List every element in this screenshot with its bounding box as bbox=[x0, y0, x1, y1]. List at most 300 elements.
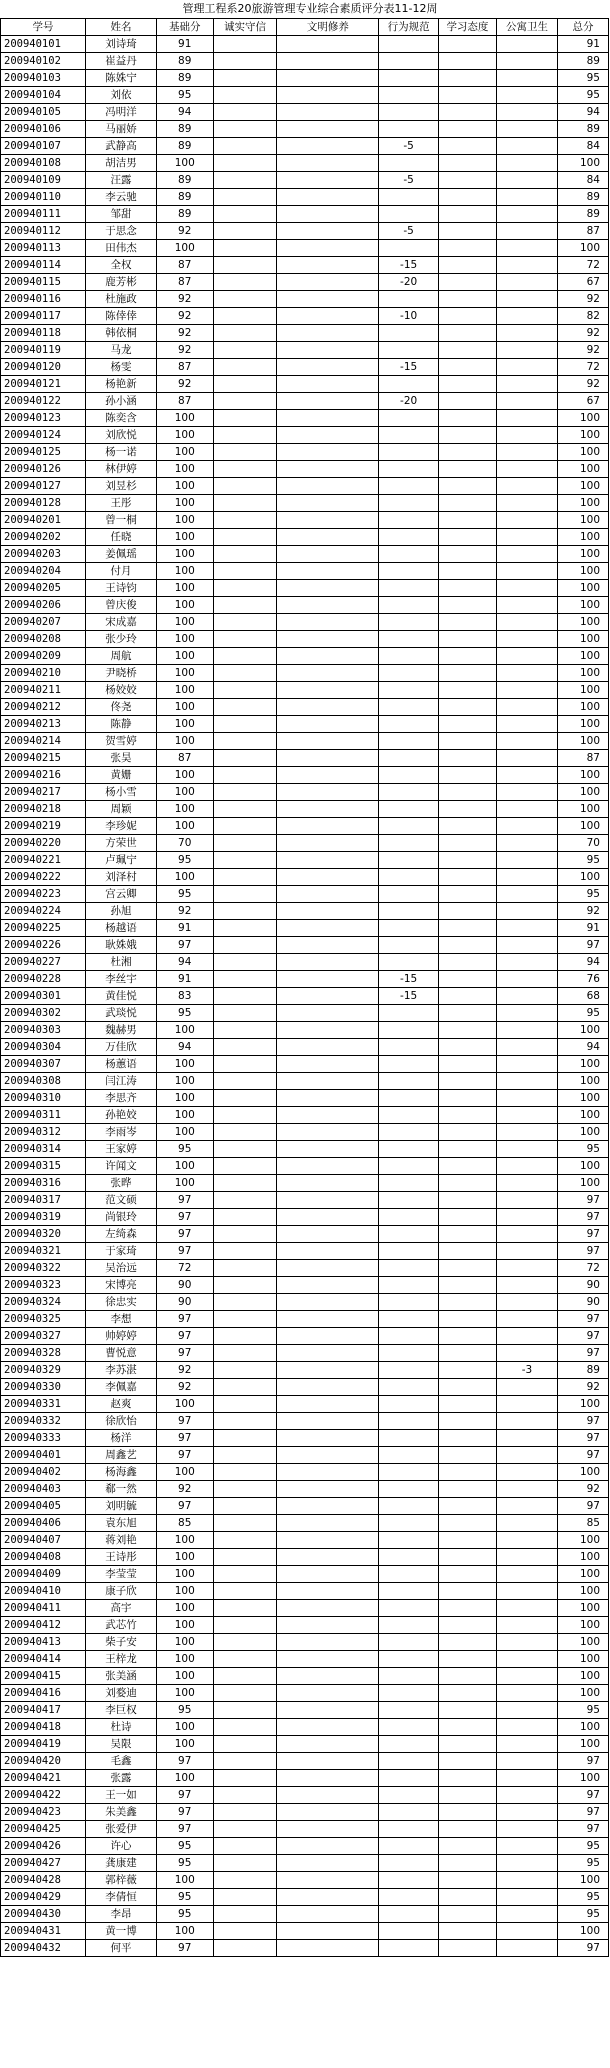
cell-name: 卢珮宁 bbox=[86, 852, 157, 869]
table-row bbox=[1, 1379, 609, 1396]
cell-honesty bbox=[213, 1481, 277, 1498]
cell-dorm-hygiene bbox=[496, 1328, 557, 1345]
cell-dorm-hygiene bbox=[496, 444, 557, 461]
cell-study-attitude bbox=[438, 1906, 496, 1923]
cell-study-attitude bbox=[438, 444, 496, 461]
cell-base-score: 92 bbox=[156, 903, 213, 920]
cell-honesty bbox=[213, 1838, 277, 1855]
table-row bbox=[1, 1719, 609, 1736]
cell-name: 贺雪婷 bbox=[86, 733, 157, 750]
cell-student-id: 200940407 bbox=[1, 1532, 86, 1549]
cell-conduct bbox=[379, 1243, 439, 1260]
cell-name: 何平 bbox=[86, 1940, 157, 1957]
table-row bbox=[1, 1566, 609, 1583]
cell-study-attitude bbox=[438, 104, 496, 121]
cell-dorm-hygiene bbox=[496, 937, 557, 954]
cell-dorm-hygiene bbox=[496, 682, 557, 699]
table-row bbox=[1, 920, 609, 937]
cell-base-score: 100 bbox=[156, 869, 213, 886]
cell-name: 孙旭 bbox=[86, 903, 157, 920]
cell-civility bbox=[277, 767, 379, 784]
cell-study-attitude bbox=[438, 1379, 496, 1396]
cell-dorm-hygiene bbox=[496, 1481, 557, 1498]
cell-honesty bbox=[213, 1413, 277, 1430]
cell-conduct bbox=[379, 1600, 439, 1617]
cell-civility bbox=[277, 87, 379, 104]
cell-student-id: 200940124 bbox=[1, 427, 86, 444]
cell-study-attitude bbox=[438, 1600, 496, 1617]
cell-honesty bbox=[213, 1668, 277, 1685]
cell-student-id: 200940432 bbox=[1, 1940, 86, 1957]
cell-name: 郭梓薇 bbox=[86, 1872, 157, 1889]
cell-base-score: 92 bbox=[156, 376, 213, 393]
cell-dorm-hygiene bbox=[496, 733, 557, 750]
cell-dorm-hygiene bbox=[496, 546, 557, 563]
table-row bbox=[1, 1090, 609, 1107]
cell-civility bbox=[277, 546, 379, 563]
cell-conduct bbox=[379, 1566, 439, 1583]
cell-total: 97 bbox=[557, 1940, 608, 1957]
cell-total: 92 bbox=[557, 291, 608, 308]
cell-name: 黄一博 bbox=[86, 1923, 157, 1940]
cell-total: 100 bbox=[557, 529, 608, 546]
cell-name: 孙艳姣 bbox=[86, 1107, 157, 1124]
cell-civility bbox=[277, 206, 379, 223]
cell-student-id: 200940419 bbox=[1, 1736, 86, 1753]
cell-base-score: 97 bbox=[156, 1753, 213, 1770]
cell-honesty bbox=[213, 70, 277, 87]
cell-conduct bbox=[379, 563, 439, 580]
table-row bbox=[1, 1906, 609, 1923]
cell-total: 92 bbox=[557, 1379, 608, 1396]
cell-base-score: 100 bbox=[156, 495, 213, 512]
cell-dorm-hygiene bbox=[496, 189, 557, 206]
cell-name: 郗一然 bbox=[86, 1481, 157, 1498]
cell-base-score: 100 bbox=[156, 1396, 213, 1413]
header-student-id: 学号 bbox=[1, 19, 86, 36]
cell-student-id: 200940112 bbox=[1, 223, 86, 240]
cell-dorm-hygiene bbox=[496, 818, 557, 835]
cell-honesty bbox=[213, 1447, 277, 1464]
cell-student-id: 200940316 bbox=[1, 1175, 86, 1192]
cell-name: 宋成嘉 bbox=[86, 614, 157, 631]
cell-student-id: 200940201 bbox=[1, 512, 86, 529]
cell-dorm-hygiene bbox=[496, 172, 557, 189]
cell-honesty bbox=[213, 1294, 277, 1311]
table-row bbox=[1, 155, 609, 172]
cell-name: 刘婺迪 bbox=[86, 1685, 157, 1702]
cell-conduct bbox=[379, 87, 439, 104]
cell-base-score: 100 bbox=[156, 1532, 213, 1549]
cell-base-score: 100 bbox=[156, 1090, 213, 1107]
cell-student-id: 200940329 bbox=[1, 1362, 86, 1379]
cell-study-attitude bbox=[438, 1175, 496, 1192]
table-row bbox=[1, 1311, 609, 1328]
table-row bbox=[1, 1073, 609, 1090]
cell-study-attitude bbox=[438, 835, 496, 852]
cell-conduct bbox=[379, 1005, 439, 1022]
cell-honesty bbox=[213, 954, 277, 971]
cell-base-score: 97 bbox=[156, 1311, 213, 1328]
cell-base-score: 89 bbox=[156, 53, 213, 70]
cell-base-score: 100 bbox=[156, 1872, 213, 1889]
cell-name: 王梓龙 bbox=[86, 1651, 157, 1668]
cell-civility bbox=[277, 1005, 379, 1022]
cell-total: 100 bbox=[557, 1651, 608, 1668]
cell-total: 91 bbox=[557, 36, 608, 53]
cell-civility bbox=[277, 801, 379, 818]
table-row bbox=[1, 733, 609, 750]
cell-dorm-hygiene bbox=[496, 53, 557, 70]
cell-honesty bbox=[213, 563, 277, 580]
table-row bbox=[1, 767, 609, 784]
table-row bbox=[1, 1158, 609, 1175]
cell-student-id: 200940117 bbox=[1, 308, 86, 325]
cell-dorm-hygiene bbox=[496, 580, 557, 597]
cell-study-attitude bbox=[438, 886, 496, 903]
table-row bbox=[1, 1515, 609, 1532]
cell-base-score: 100 bbox=[156, 801, 213, 818]
cell-study-attitude bbox=[438, 903, 496, 920]
cell-student-id: 200940414 bbox=[1, 1651, 86, 1668]
cell-conduct bbox=[379, 376, 439, 393]
cell-honesty bbox=[213, 53, 277, 70]
cell-conduct bbox=[379, 1855, 439, 1872]
cell-dorm-hygiene bbox=[496, 1617, 557, 1634]
cell-name: 胡洁男 bbox=[86, 155, 157, 172]
cell-total: 92 bbox=[557, 325, 608, 342]
cell-civility bbox=[277, 257, 379, 274]
cell-conduct bbox=[379, 1022, 439, 1039]
cell-name: 万佳欣 bbox=[86, 1039, 157, 1056]
cell-honesty bbox=[213, 835, 277, 852]
cell-conduct bbox=[379, 427, 439, 444]
cell-total: 97 bbox=[557, 1787, 608, 1804]
cell-name: 武琰悦 bbox=[86, 1005, 157, 1022]
cell-honesty bbox=[213, 1005, 277, 1022]
cell-student-id: 200940119 bbox=[1, 342, 86, 359]
cell-base-score: 97 bbox=[156, 1243, 213, 1260]
cell-honesty bbox=[213, 937, 277, 954]
table-row bbox=[1, 1634, 609, 1651]
cell-dorm-hygiene bbox=[496, 87, 557, 104]
cell-study-attitude bbox=[438, 240, 496, 257]
cell-conduct: -5 bbox=[379, 138, 439, 155]
cell-student-id: 200940101 bbox=[1, 36, 86, 53]
table-row bbox=[1, 835, 609, 852]
cell-student-id: 200940212 bbox=[1, 699, 86, 716]
cell-conduct bbox=[379, 189, 439, 206]
cell-conduct bbox=[379, 461, 439, 478]
cell-honesty bbox=[213, 1056, 277, 1073]
table-row bbox=[1, 818, 609, 835]
cell-honesty bbox=[213, 1396, 277, 1413]
cell-honesty bbox=[213, 716, 277, 733]
table-row bbox=[1, 1940, 609, 1957]
cell-honesty bbox=[213, 1464, 277, 1481]
cell-civility bbox=[277, 121, 379, 138]
cell-dorm-hygiene bbox=[496, 308, 557, 325]
cell-name: 李倩恒 bbox=[86, 1889, 157, 1906]
table-row bbox=[1, 580, 609, 597]
cell-base-score: 100 bbox=[156, 580, 213, 597]
cell-conduct bbox=[379, 1294, 439, 1311]
cell-conduct bbox=[379, 1498, 439, 1515]
cell-name: 左绮森 bbox=[86, 1226, 157, 1243]
cell-civility bbox=[277, 614, 379, 631]
cell-civility bbox=[277, 1209, 379, 1226]
table-row bbox=[1, 1532, 609, 1549]
cell-total: 97 bbox=[557, 937, 608, 954]
cell-total: 68 bbox=[557, 988, 608, 1005]
cell-dorm-hygiene bbox=[496, 1821, 557, 1838]
cell-base-score: 95 bbox=[156, 1838, 213, 1855]
cell-civility bbox=[277, 1226, 379, 1243]
header-conduct: 行为规范 bbox=[379, 19, 439, 36]
cell-study-attitude bbox=[438, 1617, 496, 1634]
cell-base-score: 89 bbox=[156, 121, 213, 138]
cell-honesty bbox=[213, 1906, 277, 1923]
cell-base-score: 95 bbox=[156, 87, 213, 104]
cell-student-id: 200940327 bbox=[1, 1328, 86, 1345]
cell-dorm-hygiene bbox=[496, 1498, 557, 1515]
cell-dorm-hygiene bbox=[496, 121, 557, 138]
table-row bbox=[1, 1702, 609, 1719]
cell-conduct bbox=[379, 1923, 439, 1940]
cell-study-attitude bbox=[438, 1005, 496, 1022]
cell-total: 94 bbox=[557, 954, 608, 971]
cell-honesty bbox=[213, 903, 277, 920]
cell-name: 宋博亮 bbox=[86, 1277, 157, 1294]
cell-conduct bbox=[379, 1328, 439, 1345]
cell-base-score: 100 bbox=[156, 1073, 213, 1090]
cell-base-score: 92 bbox=[156, 291, 213, 308]
table-row bbox=[1, 393, 609, 410]
table-row bbox=[1, 699, 609, 716]
table-row bbox=[1, 1209, 609, 1226]
cell-total: 100 bbox=[557, 495, 608, 512]
cell-dorm-hygiene bbox=[496, 1192, 557, 1209]
cell-student-id: 200940209 bbox=[1, 648, 86, 665]
cell-student-id: 200940202 bbox=[1, 529, 86, 546]
table-row bbox=[1, 1039, 609, 1056]
cell-civility bbox=[277, 1515, 379, 1532]
cell-name: 孙小涵 bbox=[86, 393, 157, 410]
cell-name: 崔益丹 bbox=[86, 53, 157, 70]
cell-base-score: 72 bbox=[156, 1260, 213, 1277]
cell-base-score: 100 bbox=[156, 1022, 213, 1039]
cell-name: 李丝宇 bbox=[86, 971, 157, 988]
cell-study-attitude bbox=[438, 1498, 496, 1515]
table-row bbox=[1, 138, 609, 155]
cell-civility bbox=[277, 1821, 379, 1838]
cell-name: 杜施政 bbox=[86, 291, 157, 308]
cell-study-attitude bbox=[438, 274, 496, 291]
table-row bbox=[1, 1005, 609, 1022]
cell-honesty bbox=[213, 546, 277, 563]
cell-study-attitude bbox=[438, 1209, 496, 1226]
cell-dorm-hygiene bbox=[496, 223, 557, 240]
cell-student-id: 200940421 bbox=[1, 1770, 86, 1787]
cell-civility bbox=[277, 1940, 379, 1957]
cell-dorm-hygiene bbox=[496, 359, 557, 376]
cell-name: 赵爽 bbox=[86, 1396, 157, 1413]
cell-dorm-hygiene bbox=[496, 495, 557, 512]
cell-civility bbox=[277, 240, 379, 257]
cell-honesty bbox=[213, 818, 277, 835]
cell-name: 杨洋 bbox=[86, 1430, 157, 1447]
cell-name: 李思齐 bbox=[86, 1090, 157, 1107]
cell-base-score: 91 bbox=[156, 36, 213, 53]
cell-dorm-hygiene bbox=[496, 1005, 557, 1022]
cell-total: 100 bbox=[557, 512, 608, 529]
table-row bbox=[1, 291, 609, 308]
cell-dorm-hygiene bbox=[496, 1073, 557, 1090]
cell-student-id: 200940307 bbox=[1, 1056, 86, 1073]
cell-civility bbox=[277, 1549, 379, 1566]
cell-base-score: 100 bbox=[156, 1651, 213, 1668]
cell-conduct bbox=[379, 1532, 439, 1549]
cell-honesty bbox=[213, 852, 277, 869]
cell-base-score: 97 bbox=[156, 1447, 213, 1464]
cell-dorm-hygiene bbox=[496, 1294, 557, 1311]
cell-honesty bbox=[213, 1566, 277, 1583]
cell-base-score: 100 bbox=[156, 155, 213, 172]
cell-name: 曹悦意 bbox=[86, 1345, 157, 1362]
cell-honesty bbox=[213, 325, 277, 342]
cell-base-score: 100 bbox=[156, 1617, 213, 1634]
cell-name: 李雨岑 bbox=[86, 1124, 157, 1141]
cell-civility bbox=[277, 903, 379, 920]
header-base-score: 基础分 bbox=[156, 19, 213, 36]
cell-total: 95 bbox=[557, 1141, 608, 1158]
cell-civility bbox=[277, 53, 379, 70]
cell-honesty bbox=[213, 1311, 277, 1328]
cell-conduct bbox=[379, 1277, 439, 1294]
cell-base-score: 100 bbox=[156, 818, 213, 835]
cell-total: 100 bbox=[557, 614, 608, 631]
cell-civility bbox=[277, 886, 379, 903]
cell-name: 龚康建 bbox=[86, 1855, 157, 1872]
cell-total: 97 bbox=[557, 1328, 608, 1345]
cell-conduct bbox=[379, 1685, 439, 1702]
cell-student-id: 200940128 bbox=[1, 495, 86, 512]
cell-conduct bbox=[379, 529, 439, 546]
cell-student-id: 200940116 bbox=[1, 291, 86, 308]
cell-study-attitude bbox=[438, 172, 496, 189]
cell-dorm-hygiene bbox=[496, 1141, 557, 1158]
cell-honesty bbox=[213, 291, 277, 308]
cell-total: 92 bbox=[557, 376, 608, 393]
cell-study-attitude bbox=[438, 699, 496, 716]
cell-student-id: 200940109 bbox=[1, 172, 86, 189]
cell-conduct bbox=[379, 784, 439, 801]
header-name: 姓名 bbox=[86, 19, 157, 36]
cell-civility bbox=[277, 1056, 379, 1073]
cell-civility bbox=[277, 1175, 379, 1192]
cell-civility bbox=[277, 1923, 379, 1940]
cell-honesty bbox=[213, 1719, 277, 1736]
cell-total: 100 bbox=[557, 597, 608, 614]
cell-total: 92 bbox=[557, 342, 608, 359]
cell-study-attitude bbox=[438, 1651, 496, 1668]
cell-dorm-hygiene bbox=[496, 1872, 557, 1889]
cell-study-attitude bbox=[438, 937, 496, 954]
cell-student-id: 200940406 bbox=[1, 1515, 86, 1532]
cell-total: 97 bbox=[557, 1192, 608, 1209]
cell-study-attitude bbox=[438, 1770, 496, 1787]
cell-total: 100 bbox=[557, 580, 608, 597]
cell-civility bbox=[277, 631, 379, 648]
cell-conduct bbox=[379, 1430, 439, 1447]
cell-conduct bbox=[379, 444, 439, 461]
cell-student-id: 200940114 bbox=[1, 257, 86, 274]
cell-conduct bbox=[379, 1889, 439, 1906]
cell-study-attitude bbox=[438, 87, 496, 104]
cell-dorm-hygiene bbox=[496, 784, 557, 801]
cell-dorm-hygiene bbox=[496, 274, 557, 291]
cell-conduct bbox=[379, 665, 439, 682]
cell-conduct bbox=[379, 1668, 439, 1685]
table-row bbox=[1, 1430, 609, 1447]
cell-name: 于思念 bbox=[86, 223, 157, 240]
cell-base-score: 100 bbox=[156, 1736, 213, 1753]
cell-name: 魏赫男 bbox=[86, 1022, 157, 1039]
cell-student-id: 200940106 bbox=[1, 121, 86, 138]
cell-dorm-hygiene bbox=[496, 1532, 557, 1549]
cell-study-attitude bbox=[438, 478, 496, 495]
cell-student-id: 200940415 bbox=[1, 1668, 86, 1685]
cell-civility bbox=[277, 1787, 379, 1804]
cell-total: 100 bbox=[557, 1175, 608, 1192]
cell-total: 100 bbox=[557, 546, 608, 563]
table-row bbox=[1, 971, 609, 988]
cell-conduct bbox=[379, 886, 439, 903]
cell-total: 95 bbox=[557, 1906, 608, 1923]
cell-study-attitude bbox=[438, 206, 496, 223]
cell-name: 马龙 bbox=[86, 342, 157, 359]
cell-study-attitude bbox=[438, 1192, 496, 1209]
cell-civility bbox=[277, 1600, 379, 1617]
cell-dorm-hygiene bbox=[496, 631, 557, 648]
cell-name: 张露 bbox=[86, 1770, 157, 1787]
cell-student-id: 200940328 bbox=[1, 1345, 86, 1362]
cell-student-id: 200940428 bbox=[1, 1872, 86, 1889]
cell-base-score: 92 bbox=[156, 325, 213, 342]
cell-civility bbox=[277, 580, 379, 597]
table-row bbox=[1, 886, 609, 903]
table-row bbox=[1, 1328, 609, 1345]
cell-dorm-hygiene bbox=[496, 1549, 557, 1566]
cell-study-attitude bbox=[438, 1447, 496, 1464]
cell-honesty bbox=[213, 87, 277, 104]
cell-conduct bbox=[379, 903, 439, 920]
cell-total: 100 bbox=[557, 1583, 608, 1600]
cell-civility bbox=[277, 1498, 379, 1515]
cell-name: 许闻文 bbox=[86, 1158, 157, 1175]
cell-honesty bbox=[213, 1634, 277, 1651]
cell-total: 97 bbox=[557, 1413, 608, 1430]
cell-conduct bbox=[379, 1073, 439, 1090]
cell-student-id: 200940226 bbox=[1, 937, 86, 954]
cell-total: 100 bbox=[557, 1719, 608, 1736]
cell-civility bbox=[277, 138, 379, 155]
cell-student-id: 200940217 bbox=[1, 784, 86, 801]
cell-civility bbox=[277, 954, 379, 971]
cell-civility bbox=[277, 189, 379, 206]
cell-honesty bbox=[213, 206, 277, 223]
cell-study-attitude bbox=[438, 1787, 496, 1804]
